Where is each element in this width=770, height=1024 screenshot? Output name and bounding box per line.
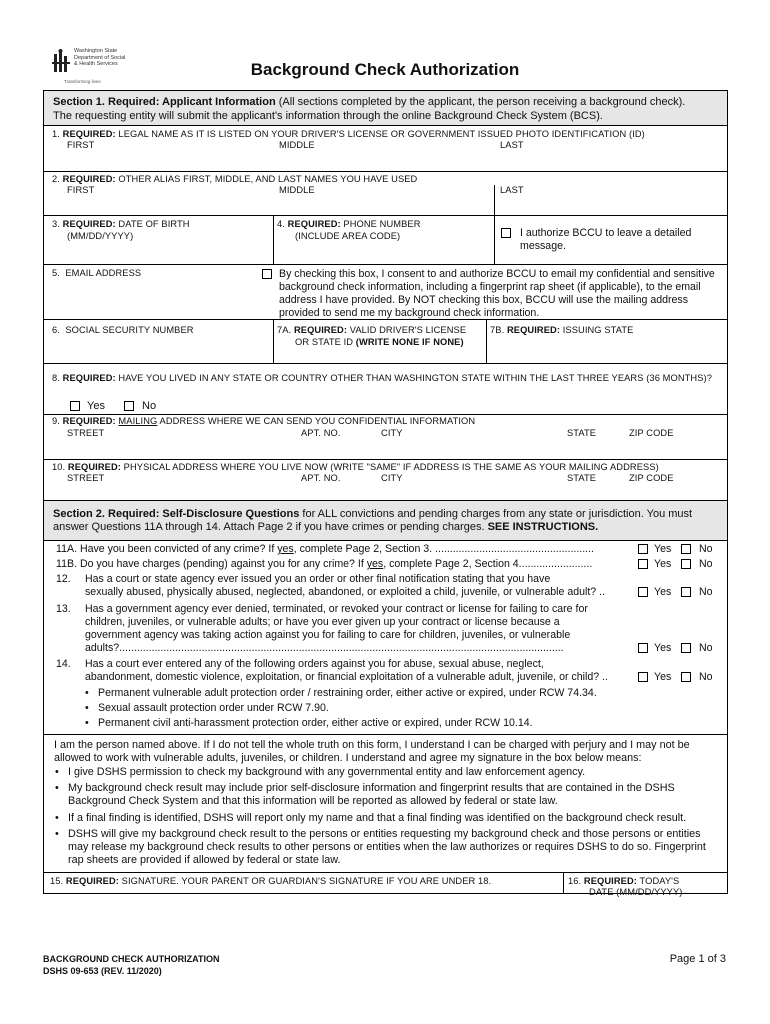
q10-city-label: CITY	[381, 473, 403, 483]
q5-text: EMAIL ADDRESS	[65, 268, 142, 278]
q1-row	[44, 126, 727, 172]
section1-header	[44, 91, 727, 126]
q15-req: REQUIRED:	[65, 876, 119, 886]
q8-no-checkbox[interactable]	[124, 401, 134, 411]
q6-text: SOCIAL SECURITY NUMBER	[65, 325, 194, 335]
q2-num: 2.	[52, 174, 60, 184]
footer-form-info	[43, 953, 220, 977]
q5-row	[44, 265, 727, 320]
q9-text: ADDRESS WHERE WE CAN SEND YOU CONFIDENTIAL INFORMATION	[157, 416, 476, 426]
q11b-yes-word: yes	[366, 558, 384, 570]
q16-num: 16.	[568, 876, 582, 886]
q2-row	[44, 172, 727, 216]
q9-req: REQUIRED:	[62, 416, 116, 426]
q7a-sub1: OR STATE ID	[295, 337, 356, 347]
q4-req: REQUIRED:	[287, 219, 341, 229]
q9-label	[52, 415, 475, 427]
q2-text: OTHER ALIAS FIRST, MIDDLE, AND LAST NAMES YOU HAVE USED	[115, 174, 418, 184]
q7-divider	[486, 320, 487, 363]
email-consent-text: By checking this box, I consent to and authorize BCCU to email my confidential and sensitive background check information, including a fingerprint rap sheet (if applicable), to the email address I have provided. By NOT checking this box, BCCU will use the mailing address provided to send me my background check information.	[279, 268, 715, 319]
q13-line4: adults?.......................................................................................................................................................	[85, 642, 564, 654]
q7a-text: VALID DRIVER'S LICENSE	[347, 325, 467, 335]
q9-apt-label: APT. NO.	[301, 428, 341, 438]
q8-label	[52, 372, 722, 384]
q12-line1: Has a court or state agency ever issued you an order or other final notification stating that you have	[85, 573, 551, 585]
q12-num: 12.	[56, 573, 71, 585]
q10-num: 10.	[52, 462, 66, 472]
q13-yes-label: Yes	[654, 642, 672, 654]
footer-form-title: BACKGROUND CHECK AUTHORIZATION	[43, 954, 220, 964]
q14-yes-checkbox[interactable]	[638, 672, 648, 682]
q8-yes-label: Yes	[87, 400, 105, 412]
q10-text: PHYSICAL ADDRESS WHERE YOU LIVE NOW (WRITE "SAME" IF ADDRESS IS THE SAME AS YOUR MAILING ADDRESS)	[121, 462, 659, 472]
q9-city-label: CITY	[381, 428, 403, 438]
q14-no-label: No	[699, 671, 713, 683]
q8-text: HAVE YOU LIVED IN ANY STATE OR COUNTRY OTHER THAN WASHINGTON STATE WITHIN THE LAST THREE YEARS (36 MONTHS)?	[115, 373, 712, 383]
q2-middle-label: MIDDLE	[279, 185, 315, 195]
physical-address-input[interactable]	[44, 473, 727, 500]
q4-label	[277, 218, 421, 230]
q1-first-label: FIRST	[67, 140, 95, 150]
q6-num: 6.	[52, 325, 60, 335]
section1-line2: The requesting entity will submit the applicant's information through the online Background Check System (BCS).	[53, 110, 603, 122]
section2-questions	[44, 541, 727, 735]
page-title: Background Check Authorization	[250, 60, 520, 79]
q15-text: SIGNATURE. YOUR PARENT OR GUARDIAN'S SIGNATURE IF YOU ARE UNDER 18.	[119, 876, 492, 886]
section2-see-instructions: SEE INSTRUCTIONS.	[487, 521, 599, 533]
q12-yes-label: Yes	[654, 586, 672, 598]
q8-no-label: No	[142, 400, 157, 412]
section1-heading-bold: Section 1. Required: Applicant Information	[53, 96, 276, 108]
q13-line2: children, juveniles, or vulnerable adults; or have you ever given up your contract or license because a	[85, 616, 560, 628]
q11b-part-a: 11B. Do you have charges (pending) against you for any crime? If	[56, 558, 367, 570]
q9-row	[44, 415, 727, 460]
q3-sub: (MM/DD/YYYY)	[67, 231, 134, 241]
signature-input[interactable]	[44, 886, 563, 894]
q10-state-label: STATE	[567, 473, 597, 483]
q16-text: TODAY'S	[637, 876, 680, 886]
q4-divider	[494, 216, 495, 264]
certification-bullet: • DSHS will give my background check result to the persons or entities requesting my background check and those persons or entities may release my background check results to other persons or entities when the law authorizes or requires DSHS to do so. Fingerprint rap sheets are provided if allowed by federal or state law.	[68, 828, 718, 868]
q9-mailing: MAILING	[118, 416, 158, 426]
logo-line: Department of Social	[74, 54, 126, 61]
email-input[interactable]	[44, 279, 254, 319]
q7b-text: ISSUING STATE	[560, 325, 634, 335]
q2-first-label: FIRST	[67, 185, 95, 195]
q10-req: REQUIRED:	[67, 462, 121, 472]
section2-header	[44, 501, 727, 541]
q1-num: 1.	[52, 129, 60, 139]
q3-divider	[273, 216, 274, 264]
q11a-yes-word: yes	[277, 543, 294, 555]
q3-text: DATE OF BIRTH	[115, 219, 190, 229]
q7a-num: 7A.	[277, 325, 292, 335]
q7b-req: REQUIRED:	[506, 325, 561, 335]
q7a-label	[277, 324, 466, 336]
q12-yes-checkbox[interactable]	[638, 587, 648, 597]
q8-num: 8.	[52, 373, 60, 383]
q8-req: REQUIRED:	[62, 373, 116, 383]
q11a-yes-label: Yes	[654, 543, 672, 555]
q2-req: REQUIRED:	[62, 174, 116, 184]
q13-no-label: No	[699, 642, 713, 654]
q11b-no-label: No	[699, 558, 713, 570]
q15-num: 15.	[50, 876, 64, 886]
q7b-num: 7B.	[490, 325, 505, 335]
certification-bullet: • If a final finding is identified, DSHS will report only my name and that a final finding was identified on the background check result.	[68, 812, 718, 825]
q7a-sub2: (WRITE NONE IF NONE)	[355, 337, 464, 347]
q7b-label	[490, 324, 633, 336]
footer-form-number: DSHS 09-653 (REV. 11/2020)	[43, 966, 162, 976]
q12-no-label: No	[699, 586, 713, 598]
q2-label	[52, 173, 417, 185]
q4-sub: (INCLUDE AREA CODE)	[295, 231, 401, 241]
section1-heading-rest: (All sections completed by the applicant, the person receiving a background check).	[275, 96, 686, 108]
q11b-yes-label: Yes	[654, 558, 672, 570]
q1-last-label: LAST	[500, 140, 524, 150]
q5-num: 5.	[52, 268, 60, 278]
q13-num: 13.	[56, 603, 71, 615]
q10-row	[44, 460, 727, 501]
q11a-part-a: 11A. Have you been convicted of any crime? If	[56, 543, 278, 555]
phone-consent-text: I authorize BCCU to leave a detailed message.	[520, 227, 692, 252]
q12-line2: sexually abused, physically abused, neglected, abandoned, or exploited a child, juvenile, or vulnerable adult? ..	[85, 586, 606, 598]
q11b-part-b: , complete Page 2, Section 4.........................	[383, 558, 593, 570]
q1-label	[52, 128, 645, 140]
q11a-part-b: , complete Page 2, Section 3. ......................................................	[293, 543, 594, 555]
q1-text: LEGAL NAME AS IT IS LISTED ON YOUR DRIVER'S LICENSE OR GOVERNMENT ISSUED PHOTO IDENTIFICATION (ID)	[115, 129, 645, 139]
certification-bullet: • My background check result may include prior self-disclosure information and fingerprint results that are contained in the DSHS Background Check System and that this information will be reported as allowed by federal or state law.	[68, 782, 718, 808]
q13-line1: Has a government agency ever denied, terminated, or revoked your contract or license for failing to care for	[85, 603, 588, 615]
section1-heading	[53, 96, 685, 109]
phone-message-checkbox[interactable]	[501, 228, 511, 238]
logo-line: & Health Services	[74, 61, 118, 67]
q12-no-checkbox[interactable]	[681, 587, 691, 597]
q3-num: 3.	[52, 219, 60, 229]
q11b-no-checkbox[interactable]	[681, 559, 691, 569]
q11a-no-label: No	[699, 543, 713, 555]
form-frame	[43, 90, 728, 897]
q14-line2: abandonment, domestic violence, exploitation, or financial exploitation of a vulnerable adult, juvenile, or child? ..	[85, 671, 608, 683]
q9-zip-label: ZIP CODE	[629, 428, 674, 438]
q14-line1: Has a court ever entered any of the following orders against you for abuse, sexual abuse, neglect,	[85, 658, 544, 670]
q14-bullet: • Permanent vulnerable adult protection order / restraining order, either active or expired, under RCW 74.34.	[98, 687, 597, 699]
q10-apt-label: APT. NO.	[301, 473, 341, 483]
q1-name-input[interactable]	[44, 140, 727, 171]
certification-intro: I am the person named above. If I do not tell the whole truth on this form, I understand I can be charged with perjury and I may not be allowed to work with vulnerable adults, juveniles, or children. I understand and agree my signature in the box below means:	[54, 739, 690, 765]
q7a-sub	[295, 336, 464, 348]
q8-yes-checkbox[interactable]	[70, 401, 80, 411]
q14-num: 14.	[56, 658, 71, 670]
q2-last-label: LAST	[500, 185, 524, 195]
q6-label	[52, 324, 194, 336]
q10-street-label: STREET	[67, 473, 105, 483]
certification-bullet: • I give DSHS permission to check my background with any governmental entity and law enforcement agency.	[68, 766, 718, 779]
q6-divider	[273, 320, 274, 363]
q14-bullet: • Permanent civil anti-harassment protection order, either active or expired, under RCW 10.14.	[98, 717, 533, 729]
q11b-yes-checkbox[interactable]	[638, 559, 648, 569]
q1-req: REQUIRED:	[62, 129, 116, 139]
q11a-yes-checkbox[interactable]	[638, 544, 648, 554]
q16-req: REQUIRED:	[583, 876, 637, 886]
q3-q4-row	[44, 216, 727, 265]
section2-heading-rest: for ALL convictions and pending charges from any state or jurisdiction. You must answer Questions 11A through 14. Attach Page 2 if you have crimes or pending charges.	[53, 508, 693, 533]
section2-heading	[53, 508, 723, 534]
logo-tagline: Transforming lives	[64, 79, 101, 84]
q11a-text	[56, 543, 716, 555]
q7a-req: REQUIRED:	[293, 325, 348, 335]
q9-num: 9.	[52, 416, 60, 426]
q4-num: 4.	[277, 219, 285, 229]
q16-sub: DATE (MM/DD/YYYY)	[589, 887, 683, 897]
q5-label	[52, 267, 141, 279]
q8-row	[44, 364, 727, 415]
q3-label	[52, 218, 190, 230]
logo-line: Washington State	[74, 48, 118, 54]
q9-state-label: STATE	[567, 428, 597, 438]
certification-block	[44, 735, 727, 873]
mailing-address-input[interactable]	[44, 428, 727, 459]
section2-heading-bold: Section 2. Required: Self-Disclosure Questions	[53, 508, 300, 520]
q4-text: PHONE NUMBER	[340, 219, 421, 229]
q2-alias-input[interactable]	[44, 185, 727, 215]
q13-no-checkbox[interactable]	[681, 643, 691, 653]
page-number: Page 1 of 3	[669, 953, 726, 965]
q11b-text	[56, 558, 716, 570]
q13-line3: government agency was taking action against you for failing to care for children, juveniles, or vulnerable	[85, 629, 571, 641]
q3-req: REQUIRED:	[62, 219, 116, 229]
q1-middle-label: MIDDLE	[279, 140, 315, 150]
q10-zip-label: ZIP CODE	[629, 473, 674, 483]
q6-q7-row	[44, 320, 727, 364]
q9-street-label: STREET	[67, 428, 105, 438]
q13-yes-checkbox[interactable]	[638, 643, 648, 653]
q14-bullet: • Sexual assault protection order under RCW 7.90.	[98, 702, 329, 714]
q14-yes-label: Yes	[654, 671, 672, 683]
signature-divider	[563, 873, 564, 894]
q14-no-checkbox[interactable]	[681, 672, 691, 682]
q11a-no-checkbox[interactable]	[681, 544, 691, 554]
email-consent-checkbox[interactable]	[262, 269, 272, 279]
